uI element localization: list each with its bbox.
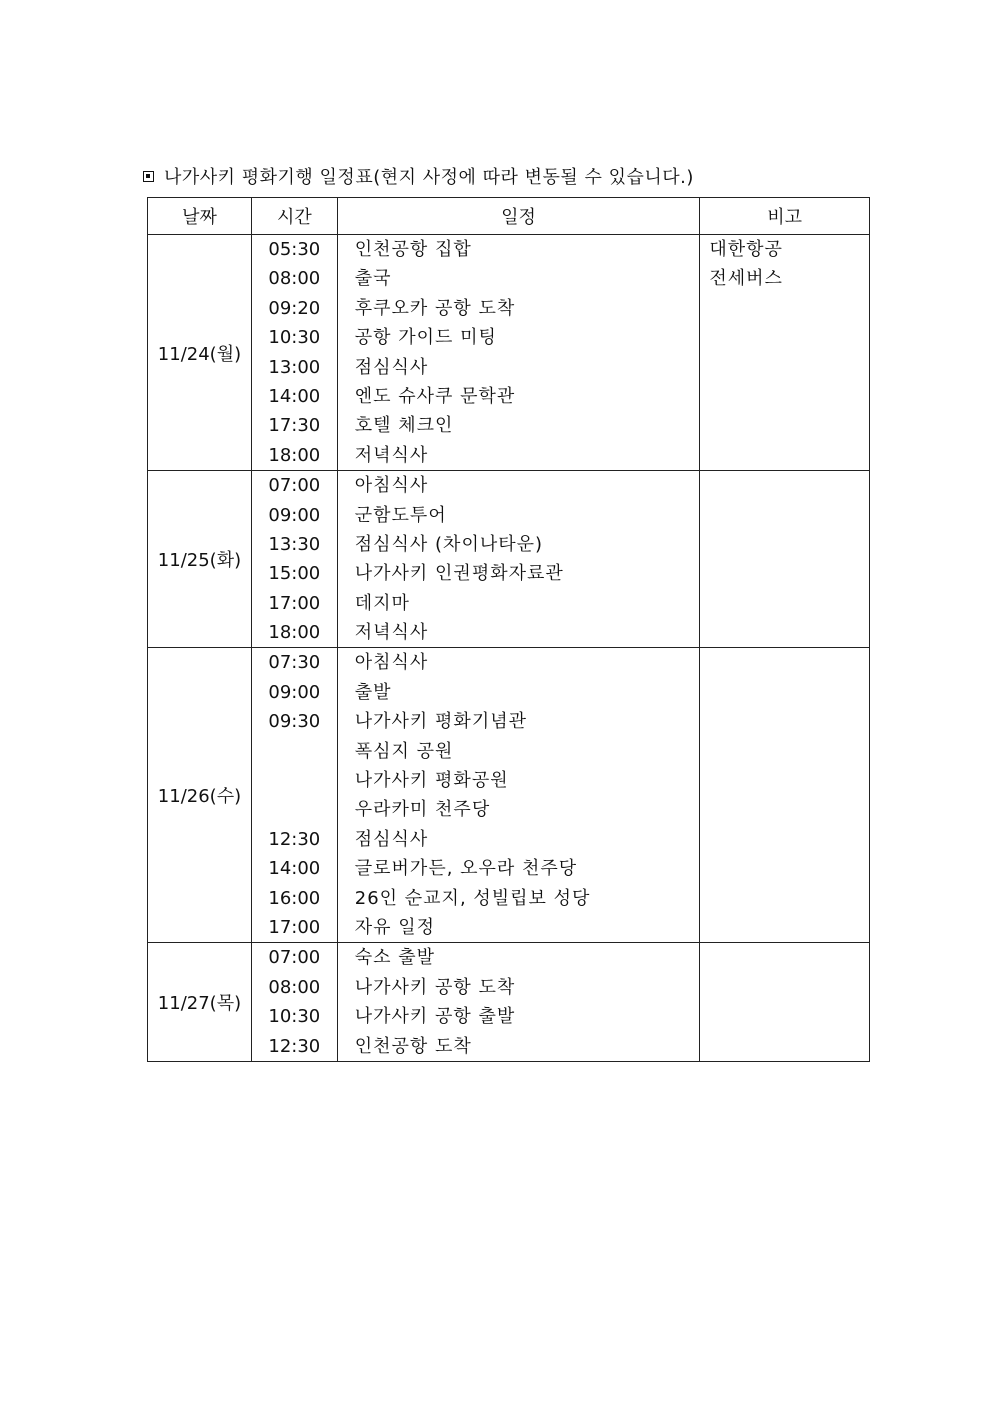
time-entry: 17:00 [268,916,321,938]
plan-entry: 인천공항 집합 [354,239,472,260]
date-cell: 11/26(수) [148,648,252,943]
plan-cell [337,943,700,1062]
date-cell: 11/24(월) [148,235,252,471]
time-entry [252,766,337,795]
plan-cell [337,471,700,648]
schedule-table [147,197,870,1062]
plan-entry: 26인 순교지, 성빌립보 성당 [354,887,591,909]
plan-entry: 출국 [354,268,392,290]
day-row [148,943,870,1062]
plan-entry: 나가사키 평화기념관 [354,711,527,733]
plan-entry: 점심식사 [354,356,429,378]
plan-entry: 숙소 출발 [354,947,436,969]
note-entry: 전세버스 [709,268,783,290]
day-row [148,648,870,943]
plan-entry: 인천공항 도착 [354,1035,472,1057]
time-entry: 17:00 [268,592,321,614]
plan-entry: 나가사키 평화공원 [354,770,509,792]
plan-entry: 점심식사 [354,828,429,850]
time-cell [251,235,337,471]
plan-entry: 폭심지 공원 [354,740,454,762]
time-cell [251,648,337,943]
time-entry [252,795,337,824]
time-entry: 17:30 [268,415,321,437]
plan-entry: 우라카미 천주당 [354,799,491,821]
time-entry: 10:30 [268,327,321,349]
plan-entry: 아침식사 [354,475,429,497]
day-row [148,471,870,648]
time-entry: 12:30 [268,1035,321,1057]
plan-entry: 호텔 체크인 [354,415,454,437]
header-date: 날짜 [148,198,252,235]
note-cell [700,235,870,471]
time-entry: 09:20 [268,297,321,319]
time-entry: 09:00 [268,681,321,703]
time-entry: 13:00 [268,356,321,378]
time-entry: 07:00 [268,475,321,497]
header-note: 비고 [700,198,870,235]
time-entry [252,737,337,766]
plan-entry: 나가사키 공항 도착 [354,976,516,998]
header-plan: 일정 [337,198,700,235]
plan-entry: 저녁식사 [354,622,429,644]
plan-entry: 아침식사 [354,652,429,674]
plan-entry: 저녁식사 [354,444,429,466]
square-bullet-icon [143,171,154,182]
time-cell [251,943,337,1062]
page-heading [143,163,694,189]
time-entry: 16:00 [268,887,321,909]
plan-cell [337,235,700,471]
time-entry: 18:00 [268,444,321,466]
time-entry: 09:30 [268,711,321,733]
time-entry: 09:00 [268,504,321,526]
plan-entry: 글로버가든, 오우라 천주당 [354,858,578,880]
note-entry: 대한항공 [709,239,783,260]
page-title: 나가사키 평화기행 일정표(현지 사정에 따라 변동될 수 있습니다.) [164,167,694,188]
date-cell: 11/27(목) [148,943,252,1062]
time-entry: 13:30 [268,533,321,555]
time-entry: 12:30 [268,828,321,850]
time-entry: 15:00 [268,563,321,585]
plan-entry: 자유 일정 [354,916,436,938]
time-entry: 14:00 [268,385,321,407]
plan-entry: 나가사키 인권평화자료관 [354,563,564,585]
time-entry: 05:30 [268,239,321,260]
note-cell [700,648,870,943]
plan-entry: 엔도 슈사쿠 문학관 [354,385,516,407]
date-cell: 11/25(화) [148,471,252,648]
plan-entry: 군함도투어 [354,504,447,526]
plan-entry: 출발 [354,681,392,703]
time-entry: 14:00 [268,858,321,880]
time-cell [251,471,337,648]
time-entry: 07:30 [268,652,321,674]
day-row [148,235,870,471]
time-entry: 18:00 [268,622,321,644]
plan-entry: 후쿠오카 공항 도착 [354,297,516,319]
note-cell [700,471,870,648]
header-time: 시간 [251,198,337,235]
plan-entry: 점심식사 (차이나타운) [354,533,544,555]
time-entry: 07:00 [268,947,321,969]
time-entry: 08:00 [268,268,321,290]
plan-entry: 나가사키 공항 출발 [354,1006,516,1028]
header-row [148,198,870,235]
plan-cell [337,648,700,943]
note-cell [700,943,870,1062]
plan-entry: 공항 가이드 미팅 [354,327,497,349]
time-entry: 08:00 [268,976,321,998]
time-entry: 10:30 [268,1006,321,1028]
plan-entry: 데지마 [354,592,410,614]
